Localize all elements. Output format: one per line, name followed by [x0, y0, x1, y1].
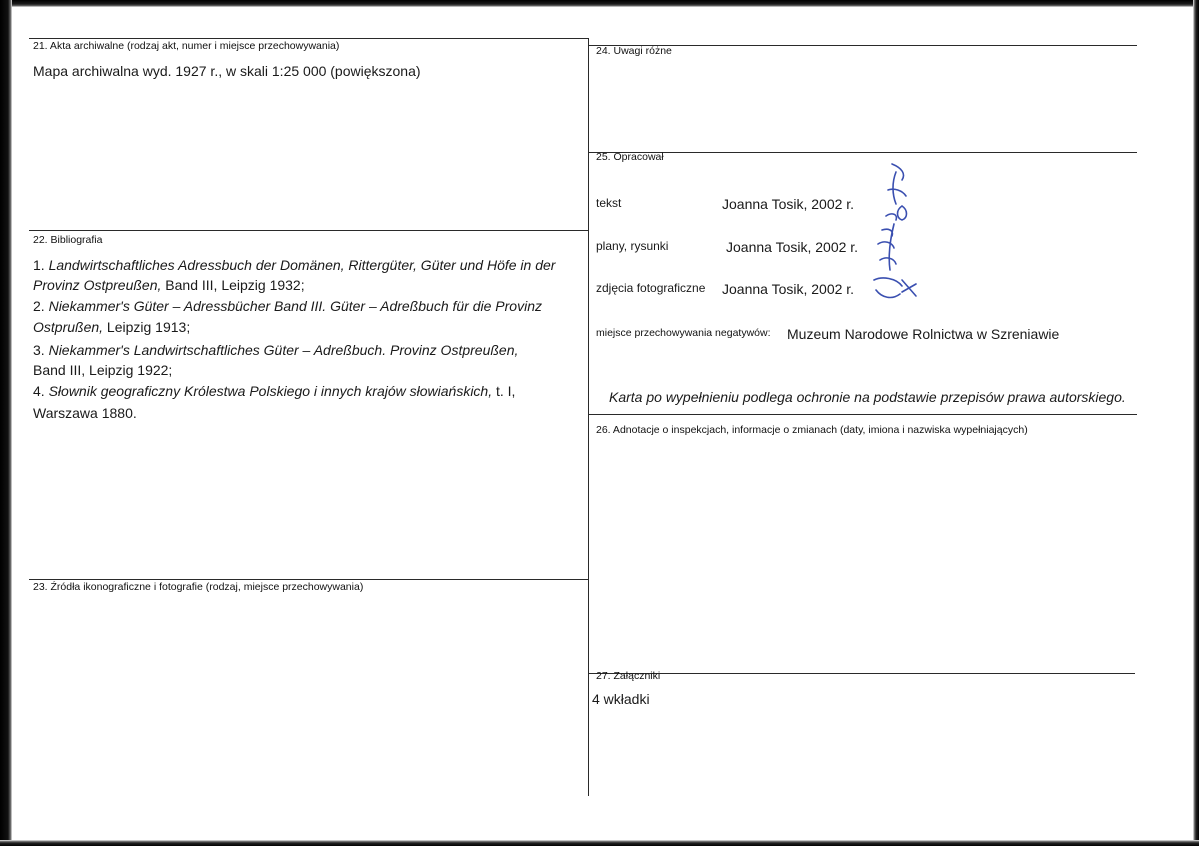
scan-edge-left — [0, 0, 12, 846]
bibliography-title: Niekammer's Landwirtschaftliches Güter – Adreßbuch. Provinz Ostpreußen, — [48, 342, 519, 358]
divider-22-top — [29, 230, 589, 231]
role-text: tekst — [596, 196, 622, 210]
copyright-note: Karta po wypełnieniu podlega ochronie na podstawie przepisów prawa autorskiego. — [609, 389, 1126, 405]
section25-label: 25. Opracował — [596, 151, 664, 163]
section21-content: Mapa archiwalna wyd. 1927 r., w skali 1:25 000 (powiększona) — [33, 63, 421, 79]
bibliography-line — [33, 317, 190, 337]
bibliography-line — [33, 403, 137, 423]
scan-edge-bottom — [0, 840, 1199, 846]
scan-edge-right — [1193, 0, 1199, 846]
handwritten-signature — [862, 160, 922, 310]
divider-26-top — [589, 414, 1137, 415]
role-plans: plany, rysunki — [596, 239, 669, 253]
scan-edge-top — [0, 0, 1199, 7]
section23-label: 23. Źródła ikonograficzne i fotografie (rodzaj, miejsce przechowywania) — [33, 581, 364, 593]
author-plans: Joanna Tosik, 2002 r. — [726, 239, 859, 255]
bibliography-details: Leipzig 1913; — [103, 319, 191, 335]
section26-label: 26. Adnotacje o inspekcjach, informacje o zmianach (daty, imiona i nazwiska wypełniających) — [596, 424, 1028, 436]
negatives-value: Muzeum Narodowe Rolnictwa w Szreniawie — [787, 326, 1060, 342]
bibliography-details: Warszawa 1880. — [33, 405, 137, 421]
bibliography-number: 3. — [33, 342, 49, 358]
bibliography-title: Słownik geograficzny Królestwa Polskiego i innych krajów słowiańskich, — [48, 383, 493, 399]
bibliography-number: 4. — [33, 383, 49, 399]
divider-27-top — [589, 673, 1135, 674]
author-text: Joanna Tosik, 2002 r. — [722, 196, 855, 212]
column-divider — [588, 38, 589, 796]
divider-21-top — [29, 38, 589, 39]
section27-content: 4 wkładki — [592, 691, 650, 707]
bibliography-title: Ostprußen, — [33, 319, 104, 335]
bibliography-number: 2. — [33, 298, 49, 314]
bibliography-line — [33, 275, 305, 295]
bibliography-line — [33, 340, 518, 360]
bibliography-title: Provinz Ostpreußen, — [33, 277, 162, 293]
divider-23-top — [29, 579, 589, 580]
section22-label: 22. Bibliografia — [33, 234, 103, 246]
bibliography-line — [33, 296, 542, 316]
section27-label: 27. Załączniki — [596, 670, 661, 682]
negatives-label: miejsce przechowywania negatywów: — [596, 327, 771, 339]
bibliography-line — [33, 381, 515, 401]
section24-label: 24. Uwagi różne — [596, 45, 672, 57]
bibliography-line — [33, 360, 172, 380]
section21-label: 21. Akta archiwalne (rodzaj akt, numer i miejsce przechowywania) — [33, 40, 340, 52]
bibliography-details: Band III, Leipzig 1932; — [161, 277, 305, 293]
bibliography-title: Landwirtschaftliches Adressbuch der Domänen, Rittergüter, Güter und Höfe in der — [48, 257, 556, 273]
role-photos: zdjęcia fotograficzne — [596, 281, 706, 295]
divider-25-top — [589, 152, 1137, 153]
bibliography-title: Niekammer's Güter – Adressbücher Band III. Güter – Adreßbuch für die Provinz — [48, 298, 542, 314]
bibliography-number: 1. — [33, 257, 49, 273]
author-photos: Joanna Tosik, 2002 r. — [722, 281, 855, 297]
bibliography-details: Band III, Leipzig 1922; — [33, 362, 173, 378]
bibliography-line — [33, 255, 555, 275]
bibliography-details: t. I, — [492, 383, 516, 399]
